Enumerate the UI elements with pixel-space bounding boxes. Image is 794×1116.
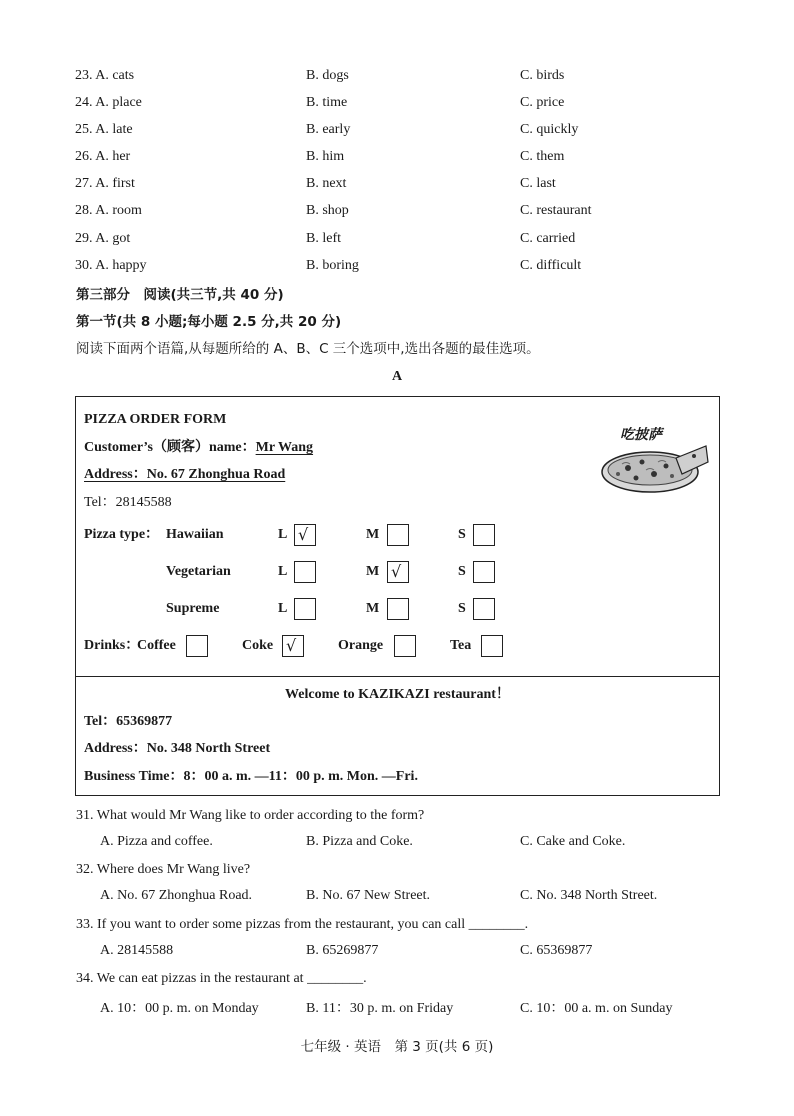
question-31: 31. What would Mr Wang like to order according to the form? bbox=[76, 808, 425, 823]
welcome-text: Welcome to KAZIKAZI restaurant！ bbox=[285, 687, 510, 702]
drinks-label: Drinks： bbox=[84, 638, 140, 653]
checkbox-hawaiian-s[interactable] bbox=[473, 524, 495, 546]
answer-row bbox=[0, 834, 794, 852]
answer-b: B. 11：30 p. m. on Friday bbox=[306, 1001, 454, 1016]
check-mark-icon: √ bbox=[286, 636, 297, 655]
answer-c: C. 10：00 a. m. on Sunday bbox=[520, 1001, 673, 1016]
answer-b: B. 65269877 bbox=[306, 943, 379, 958]
answer-row bbox=[0, 888, 794, 906]
checkbox-vegetarian-l[interactable] bbox=[294, 561, 316, 583]
customer-value: Mr Wang bbox=[255, 440, 314, 455]
question-34: 34. We can eat pizzas in the restaurant at ________. bbox=[76, 971, 367, 986]
option-row bbox=[0, 258, 794, 276]
checkbox-supreme-s[interactable] bbox=[473, 598, 495, 620]
option-row bbox=[0, 68, 794, 86]
option-a: 30. A. happy bbox=[75, 258, 147, 273]
page-footer: 七年级 · 英语 第 3 页(共 6 页) bbox=[300, 1039, 494, 1055]
option-row bbox=[0, 231, 794, 249]
option-row bbox=[0, 149, 794, 167]
size-label-s: S bbox=[458, 564, 466, 579]
check-mark-icon: √ bbox=[298, 525, 309, 544]
question-32: 32. Where does Mr Wang live? bbox=[76, 862, 251, 877]
option-b: B. him bbox=[306, 149, 345, 164]
checkbox-coke[interactable] bbox=[282, 635, 304, 657]
option-a: 27. A. first bbox=[75, 176, 135, 191]
option-b: B. time bbox=[306, 95, 348, 110]
question-33: 33. If you want to order some pizzas from the restaurant, you can call ________. bbox=[76, 917, 529, 932]
checkbox-hawaiian-m[interactable] bbox=[387, 524, 409, 546]
option-a: 29. A. got bbox=[75, 231, 131, 246]
part-heading: 第三部分 阅读(共三节,共 40 分) bbox=[76, 287, 284, 303]
answer-a: A. 10：00 p. m. on Monday bbox=[100, 1001, 259, 1016]
option-b: B. left bbox=[306, 231, 341, 246]
option-c: C. carried bbox=[520, 231, 576, 246]
answer-row bbox=[0, 997, 794, 1015]
size-label-m: M bbox=[366, 601, 380, 616]
option-a: 26. A. her bbox=[75, 149, 131, 164]
size-label-l: L bbox=[278, 564, 288, 579]
option-a: 28. A. room bbox=[75, 203, 142, 218]
answer-a: A. Pizza and coffee. bbox=[100, 834, 213, 849]
pizza-type-label: Pizza type： bbox=[84, 527, 160, 542]
drink-tea-label: Tea bbox=[450, 638, 472, 653]
checkbox-coffee[interactable] bbox=[186, 635, 208, 657]
checkbox-vegetarian-s[interactable] bbox=[473, 561, 495, 583]
answer-b: B. No. 67 New Street. bbox=[306, 888, 431, 903]
section-heading: 第一节(共 8 小题;每小题 2.5 分,共 20 分) bbox=[76, 314, 342, 330]
checkbox-hawaiian-l[interactable] bbox=[294, 524, 316, 546]
customer-line bbox=[84, 439, 313, 457]
option-row bbox=[0, 95, 794, 113]
restaurant-address: Address：No. 348 North Street bbox=[84, 741, 271, 756]
option-row bbox=[0, 122, 794, 140]
size-label-m: M bbox=[366, 564, 380, 579]
pizza-type-supreme: Supreme bbox=[166, 601, 220, 616]
pizza-illustration bbox=[598, 440, 712, 498]
instruction: 阅读下面两个语篇,从每题所给的 A、B、C 三个选项中,选出各题的最佳选项。 bbox=[76, 341, 540, 357]
size-label-l: L bbox=[278, 527, 288, 542]
restaurant-tel: Tel：65369877 bbox=[84, 714, 173, 729]
option-c: C. quickly bbox=[520, 122, 579, 137]
answer-a: A. No. 67 Zhonghua Road. bbox=[100, 888, 253, 903]
answer-row bbox=[0, 943, 794, 961]
option-c: C. birds bbox=[520, 68, 565, 83]
business-time: Business Time：8：00 a. m. —11：00 p. m. Mon. —Fri. bbox=[84, 769, 418, 784]
checkbox-vegetarian-m[interactable] bbox=[387, 561, 409, 583]
answer-b: B. Pizza and Coke. bbox=[306, 834, 413, 849]
passage-label: A bbox=[391, 369, 403, 384]
checkbox-supreme-m[interactable] bbox=[387, 598, 409, 620]
option-b: B. shop bbox=[306, 203, 349, 218]
option-c: C. last bbox=[520, 176, 556, 191]
option-a: 25. A. late bbox=[75, 122, 133, 137]
customer-label: Customer’s（顾客）name： bbox=[84, 440, 256, 455]
drink-orange-label: Orange bbox=[338, 638, 384, 653]
answer-c: C. Cake and Coke. bbox=[520, 834, 626, 849]
pizza-caption: 吃披萨 bbox=[620, 427, 662, 443]
address-line: Address：No. 67 Zhonghua Road bbox=[84, 467, 286, 482]
check-mark-icon: √ bbox=[391, 562, 402, 581]
form-divider bbox=[75, 676, 720, 677]
option-c: C. price bbox=[520, 95, 565, 110]
option-a: 24. A. place bbox=[75, 95, 142, 110]
option-row bbox=[0, 203, 794, 221]
size-label-l: L bbox=[278, 601, 288, 616]
checkbox-orange[interactable] bbox=[394, 635, 416, 657]
option-b: B. next bbox=[306, 176, 347, 191]
form-title: PIZZA ORDER FORM bbox=[84, 412, 227, 427]
checkbox-tea[interactable] bbox=[481, 635, 503, 657]
drink-coffee-label: Coffee bbox=[137, 638, 176, 653]
option-b: B. boring bbox=[306, 258, 359, 273]
tel-line: Tel：28145588 bbox=[84, 495, 172, 510]
option-b: B. early bbox=[306, 122, 351, 137]
option-b: B. dogs bbox=[306, 68, 349, 83]
answer-c: C. 65369877 bbox=[520, 943, 593, 958]
drink-coke-label: Coke bbox=[242, 638, 274, 653]
option-c: C. difficult bbox=[520, 258, 582, 273]
pizza-type-vegetarian: Vegetarian bbox=[166, 564, 231, 579]
pizza-type-hawaiian: Hawaiian bbox=[166, 527, 224, 542]
checkbox-supreme-l[interactable] bbox=[294, 598, 316, 620]
size-label-m: M bbox=[366, 527, 380, 542]
answer-c: C. No. 348 North Street. bbox=[520, 888, 658, 903]
size-label-s: S bbox=[458, 601, 466, 616]
answer-a: A. 28145588 bbox=[100, 943, 174, 958]
option-row bbox=[0, 176, 794, 194]
option-a: 23. A. cats bbox=[75, 68, 135, 83]
size-label-s: S bbox=[458, 527, 466, 542]
option-c: C. them bbox=[520, 149, 565, 164]
option-c: C. restaurant bbox=[520, 203, 592, 218]
